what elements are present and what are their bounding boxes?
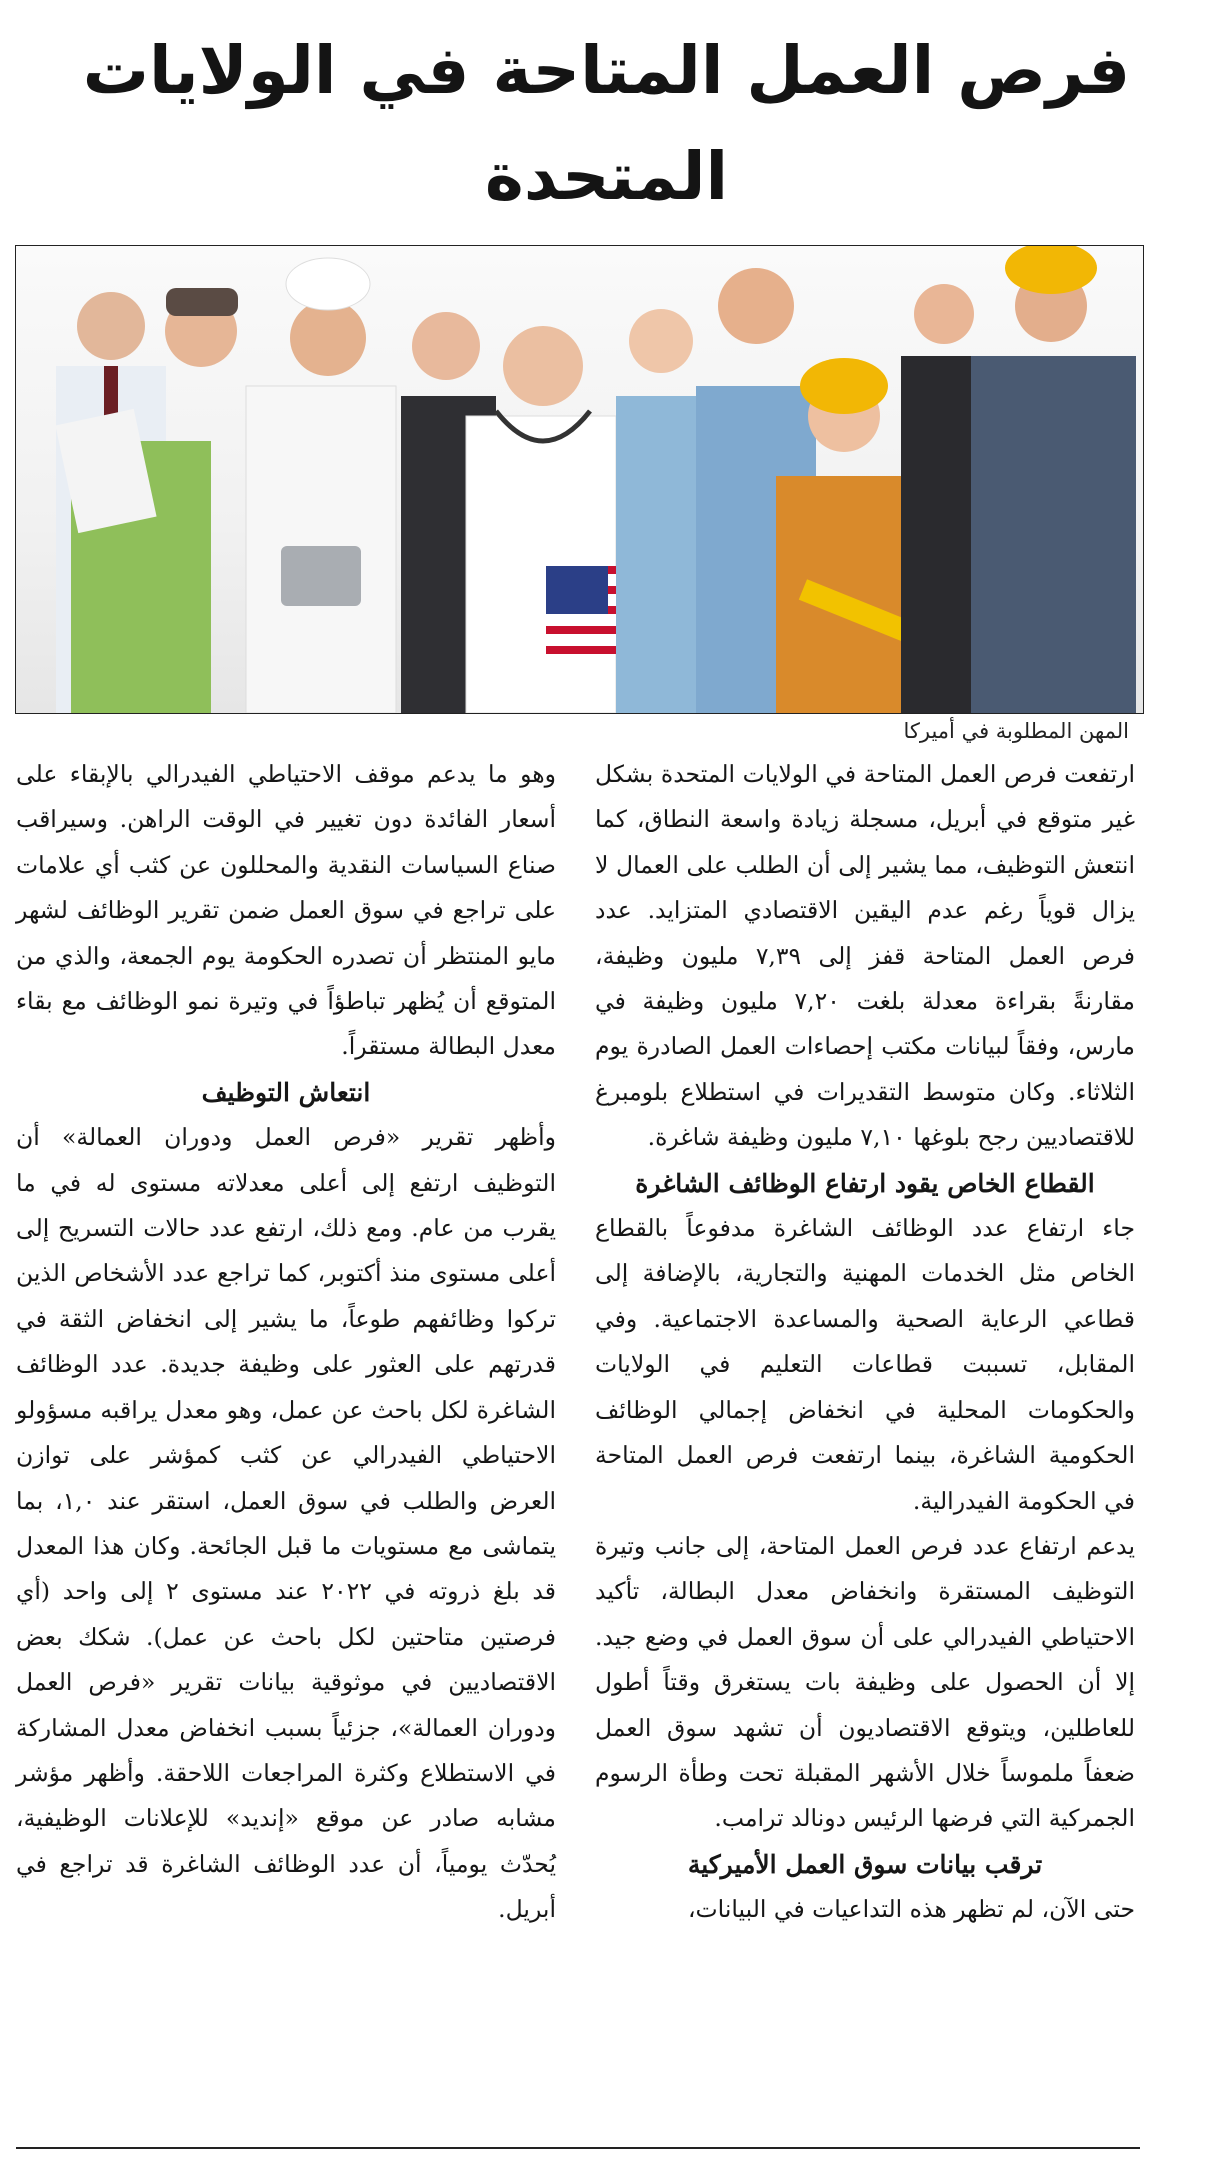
doctor-figure [466,416,616,713]
headline-line-1: فرص العمل المتاحة في الولايات المتحدة [82,32,1131,215]
overalls-man-figure [971,356,1136,713]
workers-group-illustration [16,246,1143,713]
hardhat-icon [800,358,888,414]
paragraph: وأظهر تقرير «فرص العمل ودوران العمالة» أن التوظيف ارتفع إلى أعلى معدلاته مستوى له في ما يقرب من عام. ومع ذلك، ارتفع عدد حالات التسريح إلى أعلى مستوى منذ أكتوبر، كما تراجع عدد الأشخاص الذين تركوا وظائفهم طوعاً، ما يشير إلى انخفاض الثقة في قدرتهم على العثور على وظيفة جديدة. عدد الوظائف الشاغرة لكل باحث عن عمل، وهو معدل يراقبه مسؤولو الاحتياطي الفيدرالي عن كثب كمؤشر على توازن العرض والطلب في سوق العمل، استقر عند ١,٠، بما يتماشى مع مستويات ما قبل الجائحة. وكان هذا المعدل قد بلغ ذروته في ٢٠٢٢ عند مستوى ٢ إلى واحد (أي فرصتين متاحتين لكل باحث عن عمل). شكك بعض الاقتصاديين في موثوقية بيانات تقرير «فرص العمل ودوران العمالة»، جزئياً بسبب انخفاض معدل المشاركة في الاستطلاع وكثرة المراجعات اللاحقة. وأظهر مؤشر مشابه صادر عن موقع «إنديد» للإعلانات الوظيفية، يُحدّث يومياً، أن عدد الوظائف الشاغرة قد تراجع في أبريل. [16,1123,557,1924]
construction-woman-figure [776,476,916,713]
section-subhead: القطاع الخاص يقود ارتفاع الوظائف الشاغرة [635,1168,1095,1198]
photo-caption: المهن المطلوبة في أميركا [903,719,1129,743]
article-column-right [595,752,1135,1933]
paragraph: يدعم ارتفاع عدد فرص العمل المتاحة، إلى جانب وتيرة التوظيف المستقرة وانخفاض معدل البطالة، تأكيد الاحتياطي الفيدرالي على أن سوق العمل في وضع جيد. إلا أن الحصول على وظيفة بات يستغرق وقتاً أطول للعاطلين، ويتوقع الاقتصاديون أن تشهد سوق العمل ضعفاً ملموساً خلال الأشهر المقبلة تحت وطأة الرسوم الجمركية التي فرضها الرئيس دونالد ترامب. [595,1531,1135,1833]
paragraph: جاء ارتفاع عدد الوظائف الشاغرة مدفوعاً بالقطاع الخاص مثل الخدمات المهنية والتجارية، بالإضافة إلى قطاعي الرعاية الصحية والمساعدة الاجتماعية. وفي المقابل، تسببت قطاعات التعليم في الولايات والحكومات المحلية في انخفاض إجمالي الوظائف الحكومية الشاغرة، بينما ارتفعت فرص العمل المتاحة في الحكومة الفيدرالية. [595,1214,1135,1515]
article-column-left [16,752,556,1933]
paragraph: حتى الآن، لم تظهر هذه التداعيات في البيانات، [687,1895,1135,1924]
paragraph: وهو ما يدعم موقف الاحتياطي الفيدرالي بالإبقاء على أسعار الفائدة دون تغيير في الوقت الراهن. وسيراقب صناع السياسات النقدية والمحللون عن كثب أي علامات على تراجع في سوق العمل ضمن تقرير الوظائف لشهر مايو المنتظر أن تصدره الحكومة يوم الجمعة، والذي من المتوقع أن يُظهر تباطؤاً في وتيرة نمو الوظائف مع بقاء معدل البطالة مستقراً. [16,760,556,1061]
article-photo [15,245,1144,714]
section-subhead: انتعاش التوظيف [201,1077,371,1107]
paragraph: ارتفعت فرص العمل المتاحة في الولايات المتحدة بشكل غير متوقع في أبريل، مسجلة زيادة واسعة النطاق، كما انتعش التوظيف، مما يشير إلى أن الطلب على العمال لا يزال قوياً رغم عدم اليقين الاقتصادي المتزايد. عدد فرص العمل المتاحة قفز إلى ٧,٣٩ مليون وظيفة، مقارنةً بقراءة معدلة بلغت ٧,٢٠ مليون وظيفة في مارس، وفقاً لبيانات مكتب إحصاءات العمل الصادرة يوم الثلاثاء. وكان متوسط التقديرات في استطلاع بلومبرغ للاقتصاديين رجح بلوغها ٧,١٠ مليون وظيفة شاغرة. [595,760,1136,1152]
bottom-rule [16,2147,1140,2149]
section-subhead: ترقب بيانات سوق العمل الأميركية [687,1849,1043,1879]
